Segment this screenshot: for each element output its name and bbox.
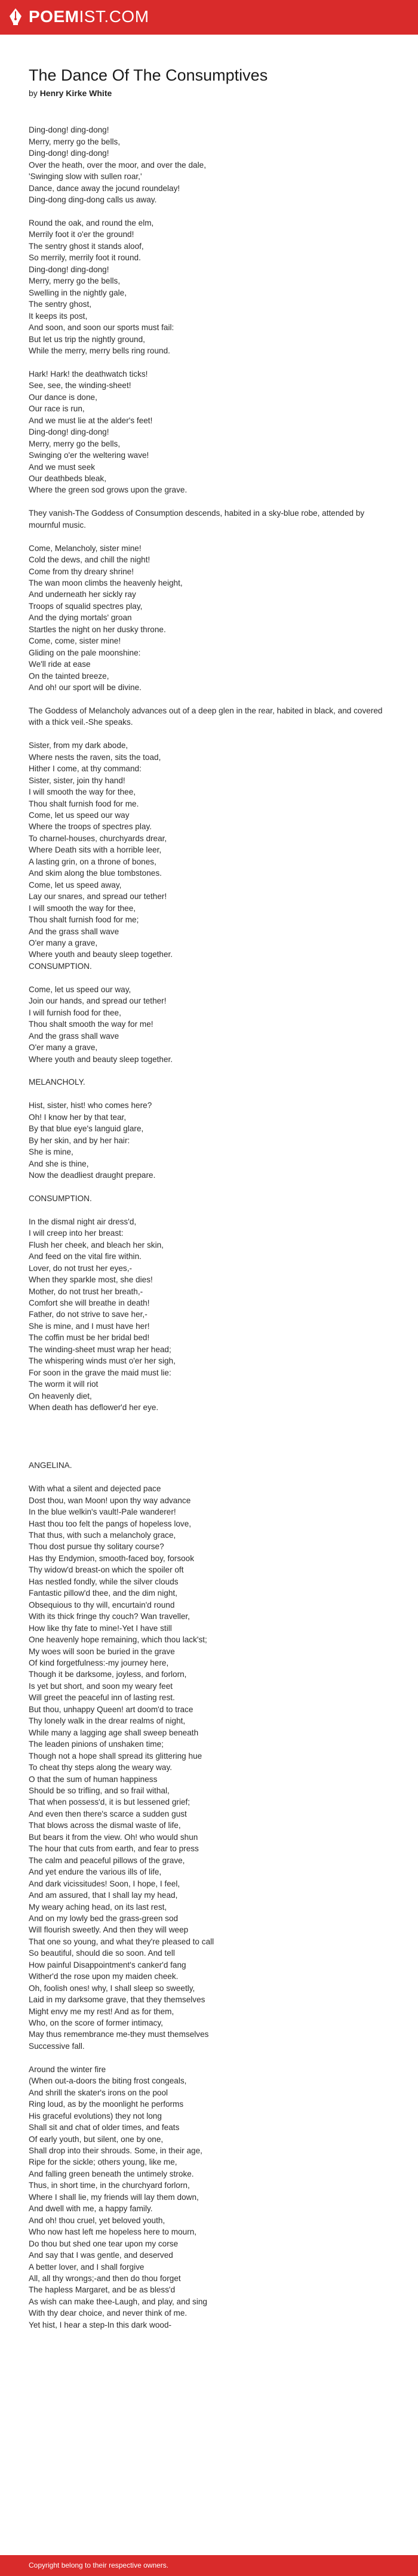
poem-line: My weary aching head, on its last rest, xyxy=(29,1902,167,1912)
poem-line: Shall drop into their shrouds. Some, in their age, xyxy=(29,2146,202,2155)
poem-line: And soon, and soon our sports must fail: xyxy=(29,323,174,333)
poem-line: Merrily foot it o'er the ground! xyxy=(29,230,134,239)
poem-line: By her skin, and by her hair: xyxy=(29,1135,130,1145)
stanza xyxy=(29,705,393,728)
poem-line: But bears it from the view. Oh! who would shun xyxy=(29,1832,198,1842)
poem-line: 'Swinging slow with sullen roar,' xyxy=(29,172,142,181)
poem-line: Come from thy dreary shrine! xyxy=(29,567,134,576)
poem-line: Where youth and beauty sleep together. xyxy=(29,950,173,959)
poem-line: My woes will soon be buried in the grave xyxy=(29,1646,175,1656)
poem-line: Thou shalt smooth the way for me! xyxy=(29,1020,153,1029)
poem-line: Startles the night on her dusky throne. xyxy=(29,624,166,634)
poem-line: And the dying mortals' groan xyxy=(29,613,132,623)
poem-line: The sentry ghost, xyxy=(29,300,92,309)
poem-line: Comfort she will breathe in death! xyxy=(29,1298,150,1307)
poem-line: MELANCHOLY. xyxy=(29,1078,85,1087)
poem-line: Gliding on the pale moonshine: xyxy=(29,648,141,657)
poem-line: Of early youth, but silent, one by one, xyxy=(29,2134,164,2144)
poem-line: Come, let us speed our way xyxy=(29,811,130,820)
poem-line: That blows across the dismal waste of life, xyxy=(29,1821,181,1830)
poem-line: Thus, in short time, in the churchyard forlorn, xyxy=(29,2181,190,2190)
poem-line: The winding-sheet must wrap her head; xyxy=(29,1344,171,1354)
poem-article xyxy=(29,66,393,2343)
poem-line: Round the oak, and round the elm, xyxy=(29,218,154,227)
stanza xyxy=(29,740,393,972)
stanza xyxy=(29,1483,393,2052)
poem-line: Where youth and beauty sleep together. xyxy=(29,1054,173,1064)
poem-line: Ripe for the sickle; others young, like me, xyxy=(29,2158,177,2167)
byline-prefix: by xyxy=(29,88,38,99)
poem-line: Father, do not strive to save her,- xyxy=(29,1310,147,1319)
poem-title: The Dance Of The Consumptives xyxy=(29,66,268,84)
poem-line: To charnel-houses, churchyards drear, xyxy=(29,833,167,843)
poem-line: I will furnish food for thee, xyxy=(29,1008,121,1017)
stanza xyxy=(29,1076,393,1088)
poem-line: Hark! Hark! the deathwatch ticks! xyxy=(29,369,148,378)
poem-line: While the merry, merry bells ring round. xyxy=(29,346,170,355)
poem-line: Ding-dong! ding-dong! xyxy=(29,149,109,158)
poem-line: Ding-dong! ding-dong! xyxy=(29,427,109,437)
poem-line: Where the troops of spectres play. xyxy=(29,822,152,832)
poem-line: Who, on the score of former intimacy, xyxy=(29,2018,163,2028)
poem-line xyxy=(29,1436,393,1448)
poem-line: Might envy me my rest! And as for them, xyxy=(29,2006,174,2016)
poem-line: On heavenly diet, xyxy=(29,1391,92,1401)
poem-line: Do thou but shed one tear upon my corse xyxy=(29,2239,179,2248)
poem-line: Merry, merry go the bells, xyxy=(29,439,121,448)
poem-line: Thou shalt furnish food for me; xyxy=(29,915,139,925)
poem-line: And oh! our sport will be divine. xyxy=(29,683,142,693)
poem-line: ANGELINA. xyxy=(29,1461,72,1470)
poem-line: Our deathbeds bleak, xyxy=(29,473,106,483)
poem-line: CONSUMPTION. xyxy=(29,1193,92,1203)
poem-line: His graceful evolutions) they not long xyxy=(29,2111,162,2120)
stanza xyxy=(29,543,393,694)
poem-line: Where the green sod grows upon the grave. xyxy=(29,485,188,495)
poem-line: Our dance is done, xyxy=(29,392,97,402)
poem-line: Is yet but short, and soon my weary feet xyxy=(29,1681,173,1691)
poem-line: They vanish-The Goddess of Consumption descends, habited in a sky-blue robe, attended by mournful music. xyxy=(29,509,365,530)
poem-line: Successive fall. xyxy=(29,2041,85,2051)
poem-line: Will flourish sweetly. And then they will weep xyxy=(29,1925,189,1935)
poem-line: When they sparkle most, she dies! xyxy=(29,1275,153,1285)
poem-line: The whispering winds must o'er her sigh, xyxy=(29,1356,176,1366)
poem-line: Lover, do not trust her eyes,- xyxy=(29,1263,133,1273)
poem-line: But let us trip the nightly ground, xyxy=(29,334,145,344)
poem-line: Oh, foolish ones! why, I shall sleep so sweetly, xyxy=(29,1983,195,1993)
poem-line: Who now hast left me hopeless here to mourn, xyxy=(29,2227,197,2237)
poem-line: A lasting grin, on a throne of bones, xyxy=(29,857,156,866)
poem-line: The leaden pinions of unshaken time; xyxy=(29,1740,164,1749)
stanza xyxy=(29,1425,393,1448)
poem-line: Fantastic pillow'd thee, and the dim night, xyxy=(29,1589,177,1598)
poem-line: And we must seek xyxy=(29,462,96,472)
poem-line: Around the winter fire xyxy=(29,2064,106,2074)
poem-line: I will smooth the way for thee, xyxy=(29,787,136,797)
poem-line: O that the sum of human happiness xyxy=(29,1774,158,1784)
poem-line: Hist, sister, hist! who comes here? xyxy=(29,1101,152,1110)
stanza xyxy=(29,2064,393,2331)
stanza xyxy=(29,1460,393,1471)
poem-line: In the blue welkin's vault!-Pale wanderer! xyxy=(29,1507,176,1517)
poem-line: By that blue eye's languid glare, xyxy=(29,1124,144,1134)
poem-line: Our race is run, xyxy=(29,404,85,414)
byline xyxy=(29,88,393,98)
poem-line: Though not a hope shall spread its glittering hue xyxy=(29,1751,202,1761)
site-logo-text: POEMIST.COM xyxy=(29,7,149,26)
poem-line: Has thy Endymion, smooth-faced boy, forsook xyxy=(29,1553,195,1563)
poem-line: O'er many a grave, xyxy=(29,1043,98,1052)
poem-line: Flush her cheek, and bleach her skin, xyxy=(29,1240,164,1249)
poem-line: And on my lowly bed the grass-green sod xyxy=(29,1913,179,1923)
poem-line: Though it be darksome, joyless, and forlorn, xyxy=(29,1670,187,1679)
poem-line: Where I shall lie, my friends will lay them down, xyxy=(29,2192,199,2202)
stanza xyxy=(29,1100,393,1181)
poem-line: We'll ride at ease xyxy=(29,660,91,669)
poem-line: The calm and peaceful pillows of the grave, xyxy=(29,1855,185,1865)
poem-line: And dwell with me, a happy family. xyxy=(29,2204,153,2214)
poem-line: Wither'd the rose upon my maiden cheek. xyxy=(29,1972,179,1981)
poem-line: And am assured, that I shall lay my head, xyxy=(29,1891,178,1900)
poem-line: Come, Melancholy, sister mine! xyxy=(29,543,142,553)
poem-line: Troops of squalid spectres play, xyxy=(29,601,143,611)
poem-line: The coffin must be her bridal bed! xyxy=(29,1333,150,1343)
poem-line: With thy dear choice, and never think of me. xyxy=(29,2309,188,2318)
poem-line: The hour that cuts from earth, and fear to press xyxy=(29,1844,199,1854)
poem-line: Dost thou, wan Moon! upon thy way advance xyxy=(29,1495,191,1505)
poem-line: Thy widow'd breast-on which the spoiler oft xyxy=(29,1565,184,1575)
poem-line: CONSUMPTION. xyxy=(29,961,92,971)
poem-line: Merry, merry go the bells, xyxy=(29,137,121,146)
stanza xyxy=(29,124,393,205)
poem-line: All, all thy wrongs;-and then do thou forget xyxy=(29,2273,181,2283)
poem-line: Where Death sits with a horrible leer, xyxy=(29,845,162,855)
poem-line: Oh! I know her by that tear, xyxy=(29,1112,127,1122)
poem-line: And the grass shall wave xyxy=(29,1031,119,1041)
poem-line: (When out-a-doors the biting frost congeals, xyxy=(29,2076,187,2086)
poem-line: I will creep into her breast: xyxy=(29,1229,124,1238)
stanza xyxy=(29,1193,393,1204)
poem-line: Come, let us speed our way, xyxy=(29,984,131,994)
poem-line: The hapless Margaret, and be as bless'd xyxy=(29,2285,176,2295)
poem-line: Yet hist, I hear a step-In this dark wood- xyxy=(29,2320,172,2329)
poem-line: Ding-dong! ding-dong! xyxy=(29,125,109,135)
poem-line: And feed on the vital fire within. xyxy=(29,1252,142,1261)
poem-line: With what a silent and dejected pace xyxy=(29,1484,161,1494)
poem-line: Mother, do not trust her breath,- xyxy=(29,1287,143,1296)
poem-line: On the tainted breeze, xyxy=(29,671,109,681)
stanza xyxy=(29,984,393,1065)
poem-line: Thy lonely walk in the drear realms of night, xyxy=(29,1716,186,1726)
copyright-text: Copyright belong to their respective owners. xyxy=(29,2561,169,2569)
poem-line: Ding-dong! ding-dong! xyxy=(29,264,109,274)
poem-line: Ding-dong ding-dong calls us away. xyxy=(29,195,157,205)
poem-line: For soon in the grave the maid must lie: xyxy=(29,1368,171,1377)
poem-line: Merry, merry go the bells, xyxy=(29,276,121,286)
poem-line: Come, come, sister mine! xyxy=(29,636,121,646)
poem-line: Where nests the raven, sits the toad, xyxy=(29,752,161,762)
site-logo[interactable] xyxy=(8,7,149,26)
poem-line: Will greet the peaceful inn of lasting rest. xyxy=(29,1693,175,1703)
poem-line: That one so young, and what they're pleased to call xyxy=(29,1937,214,1946)
poem-line: And skim along the blue tombstones. xyxy=(29,869,162,878)
poem-line: A better lover, and I shall forgive xyxy=(29,2262,145,2272)
stanza xyxy=(29,1216,393,1414)
site-header xyxy=(0,0,418,35)
poem-line xyxy=(29,1425,393,1436)
poem-line: May thus remembrance me-they must themselves xyxy=(29,2030,209,2039)
poem-line: I will smooth the way for thee, xyxy=(29,903,136,913)
stanza xyxy=(29,368,393,496)
poem-line: Shall sit and chat of older times, and feats xyxy=(29,2123,180,2132)
poem-line: How like thy fate to mine!-Yet I have still xyxy=(29,1623,172,1633)
poem-line: And underneath her sickly ray xyxy=(29,590,136,599)
poem-line: And dark vicissitudes! Soon, I hope, I feel, xyxy=(29,1879,180,1888)
poem-line: Should be so trifling, and so frail withal, xyxy=(29,1786,170,1795)
poem-line: Lay our snares, and spread our tether! xyxy=(29,892,167,901)
poem-line: See, see, the winding-sheet! xyxy=(29,381,131,390)
poem-line: Ring loud, as by the moonlight he performs xyxy=(29,2100,184,2109)
stanza xyxy=(29,217,393,356)
poem-line: It keeps its post, xyxy=(29,311,88,321)
poem-line: How painful Disappointment's canker'd fang xyxy=(29,1960,186,1969)
poem-line: Swinging o'er the weltering wave! xyxy=(29,451,149,460)
poem-line: The sentry ghost it stands aloof, xyxy=(29,241,144,251)
poem-line: And falling green beneath the untimely stroke. xyxy=(29,2169,194,2178)
poem-line: Dance, dance away the jocund roundelay! xyxy=(29,183,180,193)
poem-line: Come, let us speed away, xyxy=(29,880,122,890)
author-link[interactable]: Henry Kirke White xyxy=(39,88,112,99)
poem-line: That when possess'd, it is but lessened grief; xyxy=(29,1798,190,1807)
poem-line: One heavenly hope remaining, which thou lack'st; xyxy=(29,1635,207,1645)
poem-line: The worm it will riot xyxy=(29,1380,99,1389)
poem-line: Join our hands, and spread our tether! xyxy=(29,996,167,1006)
poem-line: And even then there's scarce a sudden gust xyxy=(29,1809,187,1818)
poem-line: But thou, unhappy Queen! art doom'd to trace xyxy=(29,1704,193,1714)
poem-line: Hither I come, at thy command: xyxy=(29,764,142,774)
poem-line: So merrily, merrily foot it round. xyxy=(29,253,141,263)
poem-line: As wish can make thee-Laugh, and play, and sing xyxy=(29,2297,207,2306)
poem-line: Now the deadliest draught prepare. xyxy=(29,1171,156,1180)
poem-line: While many a lagging age shall sweep beneath xyxy=(29,1728,199,1737)
poem-line: Cold the dews, and chill the night! xyxy=(29,555,150,565)
poem-line: That thus, with such a melancholy grace, xyxy=(29,1531,176,1540)
poem-line: Has nestled fondly, while the silver clouds xyxy=(29,1577,179,1586)
poem-line: And she is thine, xyxy=(29,1159,89,1168)
stanza xyxy=(29,507,393,531)
poem-line: Laid in my darksome grave, that they themselves xyxy=(29,1995,205,2005)
poem-line: Swelling in the nightly gale, xyxy=(29,288,127,297)
poem-line: Thou dost pursue thy solitary course? xyxy=(29,1542,164,1552)
poem-line: And the grass shall wave xyxy=(29,927,119,936)
poem-line: Thou shalt furnish food for me. xyxy=(29,799,139,808)
poem-line: Sister, sister, join thy hand! xyxy=(29,775,125,785)
poem-line: The Goddess of Melancholy advances out of a deep glen in the rear, habited in black, and covered with a thick veil.-She speaks. xyxy=(29,706,383,727)
poem-line: And oh! thou cruel, yet beloved youth, xyxy=(29,2215,165,2225)
poem-line: To cheat thy steps along the weary way. xyxy=(29,1763,173,1772)
poem-line: Hast thou too felt the pangs of hopeless love, xyxy=(29,1519,192,1528)
poem-line: And shrill the skater's irons on the pool xyxy=(29,2088,168,2097)
poem-line: Sister, from my dark abode, xyxy=(29,741,128,750)
poem-line: And say that I was gentle, and deserved xyxy=(29,2251,173,2260)
poem-line: O'er many a grave, xyxy=(29,938,98,948)
poem-line: Over the heath, over the moor, and over the dale, xyxy=(29,160,206,170)
poem-line: And yet endure the various ills of life, xyxy=(29,1867,162,1877)
poem-line: With its thick fringe thy couch? Wan traveller, xyxy=(29,1612,190,1621)
poem-line: When death has deflower'd her eye. xyxy=(29,1403,159,1412)
poem-line: So beautiful, should die so soon. And tell xyxy=(29,1949,175,1958)
poem-line: She is mine, and I must have her! xyxy=(29,1321,150,1331)
pen-nib-icon xyxy=(8,8,23,26)
site-footer xyxy=(0,2555,418,2576)
poem-line: The wan moon climbs the heavenly height, xyxy=(29,578,183,587)
poem-line: In the dismal night air dress'd, xyxy=(29,1217,137,1226)
poem-line: She is mine, xyxy=(29,1147,73,1157)
poem-body xyxy=(29,124,393,2331)
poem-line: Obsequious to thy will, encurtain'd round xyxy=(29,1600,175,1609)
poem-line: And we must lie at the alder's feet! xyxy=(29,416,153,425)
poem-line: Of kind forgetfulness:-my journey here, xyxy=(29,1658,169,1667)
